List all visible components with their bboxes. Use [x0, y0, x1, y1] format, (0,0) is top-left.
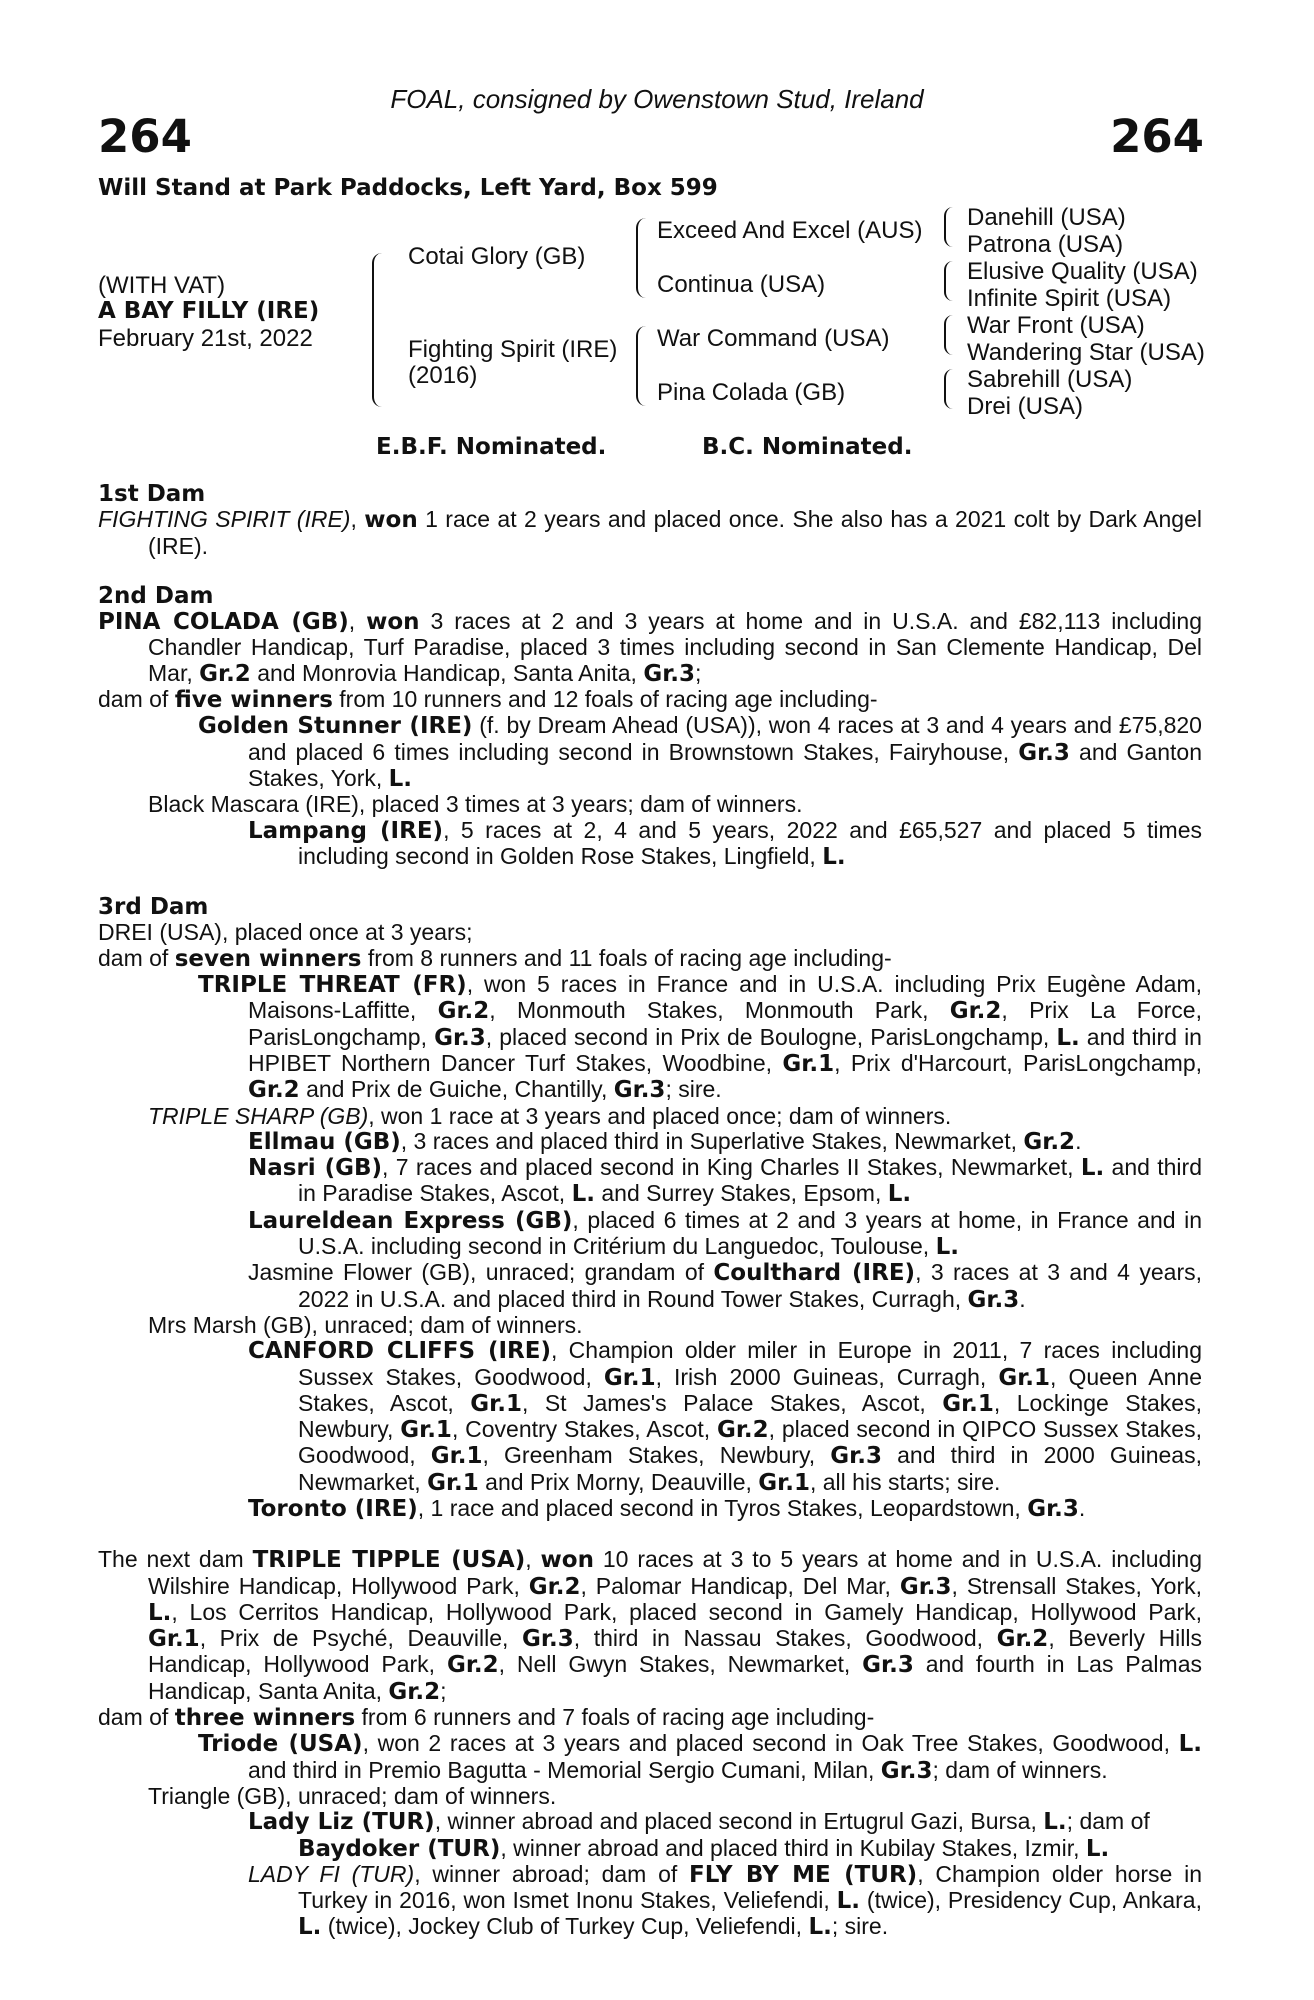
horse-name: Laureldean Express (GB): [248, 1207, 573, 1234]
text: .: [1075, 1127, 1082, 1154]
won-label: won: [364, 507, 418, 534]
text: , 3 races at 3 and 4 years, 2022 in U.S.A. and placed third in Round Tower Stakes, Curragh,: [298, 1259, 1202, 1312]
text: , Prix La Force, ParisLongchamp,: [248, 997, 1202, 1050]
sds: Elusive Quality (USA): [967, 258, 1198, 285]
foaling-date: February 21st, 2022: [98, 325, 313, 352]
grade: Gr.2: [996, 1626, 1049, 1653]
dss: War Front (USA): [967, 312, 1145, 339]
text: , winner abroad and placed third in Kubilay Stakes, Izmir,: [500, 1834, 1086, 1861]
text: , 7 races and placed second in King Charles II Stakes, Newmarket,: [382, 1154, 1081, 1181]
text: 10 races at 3 to 5 years at home and in U.S.A. including Wilshire Handicap, Hollywood Park,: [148, 1546, 1203, 1599]
grade: Gr.1: [603, 1364, 656, 1391]
second-dam-name: PINA COLADA (GB): [98, 609, 349, 636]
grade: Gr.3: [613, 1077, 666, 1104]
text: , Greenham Stakes, Newbury,: [482, 1442, 831, 1469]
lot-number-right: 264: [1110, 110, 1204, 163]
dam-year: (2016): [408, 362, 478, 389]
grade: Gr.2: [949, 998, 1002, 1025]
first-dam-heading: 1st Dam: [98, 481, 206, 507]
text: from 10 runners and 12 foals of racing age including-: [332, 686, 878, 713]
text: and Monrovia Handicap, Santa Anita,: [250, 659, 644, 686]
catalogue-body: [98, 482, 1202, 1941]
text: and Surrey Stakes, Epsom,: [595, 1180, 888, 1207]
horse-name: Ellmau (GB): [248, 1128, 401, 1155]
grade: Gr.2: [248, 1077, 300, 1104]
grade: Gr.1: [782, 1050, 835, 1077]
text: , Champion older miler in Europe in 2011, 7 races including Sussex Stakes, Goodwood,: [298, 1337, 1202, 1390]
produce-nasri: [98, 1155, 1202, 1208]
lot-title: A BAY FILLY (IRE): [98, 298, 320, 324]
text: and third in Premio Bagutta - Memorial Sergio Cumani, Milan,: [248, 1756, 881, 1783]
produce-lady-liz: [98, 1809, 1202, 1862]
produce-ellmau: [98, 1129, 1202, 1155]
text: , Champion older horse in Turkey in 2016, won Ismet Inonu Stakes, Veliefendi,: [298, 1860, 1203, 1914]
text: and Prix de Guiche, Chantilly,: [299, 1076, 614, 1103]
first-dam-name: FIGHTING SPIRIT (IRE): [98, 506, 351, 533]
grade: Gr.3: [1027, 1495, 1079, 1522]
horse-name: Nasri (GB): [248, 1155, 383, 1182]
horse-name: Lady Liz (TUR): [248, 1809, 435, 1836]
grade: Gr.1: [998, 1364, 1051, 1391]
ddd: Drei (USA): [967, 393, 1084, 420]
grade: L.: [1080, 1155, 1105, 1182]
pedigree-brace: [372, 253, 384, 407]
ss-brace: [944, 207, 953, 247]
horse-name: LADY FI (TUR): [248, 1860, 415, 1887]
grade: L.: [935, 1234, 959, 1261]
grade: Gr.2: [388, 1678, 441, 1705]
ds-brace: [944, 315, 953, 355]
grade: L.: [148, 1599, 172, 1626]
horse-name: Toronto (IRE): [248, 1495, 418, 1522]
grade: Gr.2: [199, 660, 251, 687]
dam-brace: [636, 326, 646, 406]
text: , Irish 2000 Guineas, Curragh,: [655, 1363, 999, 1390]
grade: Gr.1: [427, 1469, 479, 1496]
horse-name: TRIPLE SHARP (GB): [148, 1102, 369, 1129]
grade: L.: [1085, 1835, 1110, 1862]
grade: Gr.2: [1023, 1128, 1076, 1155]
grade: Gr.3: [967, 1286, 1020, 1313]
text: (f. by Dream Ahead (USA)), won 4 races at 3 and 4 years and £75,820 and placed 6 times including second in Brownstown Stakes, Fairyhouse,: [248, 712, 1202, 765]
grade: Gr.3: [434, 1024, 486, 1051]
produce-laureldean-express: [98, 1208, 1202, 1261]
text: , won 1 race at 3 years and placed once; dam of winners.: [368, 1102, 952, 1129]
winners-count: seven winners: [174, 945, 362, 972]
text: from 6 runners and 7 foals of racing age including-: [355, 1704, 875, 1731]
grade: Gr.2: [446, 1652, 499, 1679]
text: , all his starts; sire.: [809, 1468, 1001, 1495]
text: , Queen Anne Stakes, Ascot,: [298, 1363, 1202, 1416]
third-dam-entry: DREI (USA), placed once at 3 years;: [98, 919, 473, 946]
text: ; sire.: [831, 1913, 889, 1940]
text: , won 2 races at 3 years and placed second in Oak Tree Stakes, Goodwood,: [362, 1730, 1179, 1757]
text: , Lockinge Stakes, Newbury,: [298, 1389, 1202, 1443]
grade: Gr.3: [1018, 739, 1070, 766]
grade: L.: [808, 1914, 832, 1941]
grade: Gr.3: [643, 660, 696, 687]
text: , 1 race and placed second in Tyros Stakes, Leopardstown,: [417, 1494, 1028, 1521]
text: ;: [440, 1677, 447, 1704]
text: ;: [695, 659, 702, 686]
horse-name: CANFORD CLIFFS (IRE): [248, 1338, 551, 1365]
produce-lady-fi: [98, 1862, 1202, 1941]
dam-name: Fighting Spirit (IRE): [408, 336, 618, 363]
text: , placed 6 times at 2 and 3 years at home, in France and in U.S.A. including second in Critérium du Languedoc, Toulouse,: [298, 1206, 1202, 1260]
text: and third in Paradise Stakes, Ascot,: [298, 1154, 1202, 1207]
produce-lampang: [98, 818, 1202, 871]
text: and Prix Morny, Deauville,: [478, 1468, 759, 1495]
lot-number-left: 264: [98, 110, 192, 163]
grade: Gr.3: [522, 1626, 574, 1653]
second-dam-heading: 2nd Dam: [98, 582, 214, 609]
text: 3 races at 2 and 3 years at home and in U.S.A. and £82,113 including Chandler Handicap, Turf Paradise, placed 3 times including second in San Clemente Handicap, Del Mar,: [148, 608, 1202, 686]
dd-brace: [944, 369, 953, 409]
produce-toronto: [98, 1496, 1202, 1522]
grade: L.: [887, 1181, 912, 1208]
winners-count: five winners: [174, 687, 333, 714]
grade: Gr.1: [430, 1443, 483, 1470]
third-dam-produce-summary: [98, 946, 1202, 972]
text: .: [1078, 1494, 1086, 1521]
second-dam-produce-summary: [98, 687, 1202, 713]
grade: Gr.3: [830, 1443, 882, 1470]
winners-count: three winners: [174, 1705, 356, 1732]
next-dam-produce-summary: [98, 1705, 1202, 1731]
grade: Gr.3: [862, 1652, 914, 1679]
text: dam of: [98, 944, 175, 971]
text: and fourth in Las Palmas Handicap, Santa Anita,: [148, 1651, 1202, 1704]
text: from 8 runners and 11 foals of racing age including-: [361, 944, 892, 971]
text: and Ganton Stakes, York,: [248, 738, 1202, 791]
won-label: won: [540, 1547, 594, 1574]
text: Jasmine Flower (GB), unraced; grandam of: [248, 1259, 714, 1286]
text: ; sire.: [665, 1076, 722, 1103]
sire-dam: Continua (USA): [657, 271, 826, 298]
text: , Prix de Psyché, Deauville,: [199, 1625, 523, 1652]
text: , Coventry Stakes, Ascot,: [451, 1416, 717, 1443]
text: , won 5 races in France and in U.S.A. including Prix Eugène Adam, Maisons-Laffitte,: [248, 971, 1202, 1024]
grade: L.: [1043, 1809, 1067, 1836]
won-label: won: [366, 609, 420, 636]
text: , St James's Palace Stakes, Ascot,: [521, 1389, 943, 1416]
grade: Gr.1: [400, 1417, 452, 1444]
produce-mrs-marsh: Mrs Marsh (GB), unraced; dam of winners.: [148, 1311, 583, 1338]
third-dam-heading: 3rd Dam: [98, 894, 209, 921]
second-dam-entry: PINA COLADA (GB), won 3 races at 2 and 3 years at home and in U.S.A. and £82,113 including Chandler Handicap, Turf Paradise, placed 3 times including second in San Clemente Handicap, Del Mar, Gr.2 and Monrovia Handicap, Santa Anita, Gr.3;: [98, 608, 1202, 687]
text: (twice), Presidency Cup, Ankara,: [860, 1887, 1202, 1914]
text: , winner abroad; dam of: [414, 1860, 690, 1887]
produce-triple-threat: [98, 972, 1202, 1103]
text: The next dam: [98, 1546, 253, 1573]
grade: Gr.2: [437, 998, 490, 1025]
bc-nominated: B.C. Nominated.: [702, 434, 913, 460]
text: , Palomar Handicap, Del Mar,: [580, 1572, 900, 1599]
first-dam-text: 1 race at 2 years and placed once. She also has a 2021 colt by Dark Angel (IRE).: [148, 506, 1203, 559]
produce-triode: [98, 1731, 1202, 1784]
text: ; dam of: [1066, 1808, 1150, 1835]
sd-brace: [944, 261, 953, 301]
grade: Gr.3: [880, 1757, 933, 1784]
ebf-nominated: E.B.F. Nominated.: [376, 434, 607, 460]
horse-name: FLY BY ME (TUR): [689, 1861, 918, 1888]
grade: Gr.1: [942, 1390, 994, 1417]
grade: Gr.1: [470, 1390, 522, 1417]
grade: L.: [298, 1914, 322, 1941]
text: , placed second in QIPCO Sussex Stakes, Goodwood,: [298, 1416, 1202, 1469]
dam-sire: War Command (USA): [657, 325, 890, 352]
horse-name: TRIPLE THREAT (FR): [198, 972, 467, 999]
text: dam of: [98, 1704, 175, 1731]
grade: Gr.3: [899, 1573, 952, 1600]
grade: Gr.1: [148, 1626, 200, 1653]
produce-triangle: Triangle (GB), unraced; dam of winners.: [148, 1782, 557, 1809]
text: , Nell Gwyn Stakes, Newmarket,: [498, 1651, 863, 1678]
grade: L.: [836, 1888, 861, 1915]
text: , Monmouth Stakes, Monmouth Park,: [489, 997, 950, 1024]
text: ; dam of winners.: [932, 1756, 1108, 1783]
grade: Gr.2: [716, 1417, 769, 1444]
text: , placed second in Prix de Boulogne, ParisLongchamp,: [485, 1023, 1057, 1050]
grade: L.: [571, 1181, 595, 1208]
produce-canford-cliffs: [98, 1338, 1202, 1496]
first-dam-entry: FIGHTING SPIRIT (IRE), won 1 race at 2 years and placed once. She also has a 2021 colt by Dark Angel (IRE).: [98, 506, 1203, 559]
produce-triple-sharp: [98, 1104, 1202, 1129]
text: , Strensall Stakes, York,: [951, 1572, 1203, 1599]
horse-name: Lampang (IRE): [248, 817, 444, 844]
grade: L.: [388, 765, 413, 792]
grade: Gr.1: [758, 1469, 810, 1496]
text: .: [1019, 1285, 1026, 1312]
text: and third in 2000 Guineas, Newmarket,: [298, 1442, 1202, 1495]
text: , Los Cerritos Handicap, Hollywood Park, placed second in Gamely Handicap, Hollywood Park,: [171, 1598, 1202, 1625]
next-dam-entry: The next dam TRIPLE TIPPLE (USA), won 10 races at 3 to 5 years at home and in U.S.A. including Wilshire Handicap, Hollywood Park, Gr.2, Palomar Handicap, Del Mar, Gr.3, Strensall Stakes, York, L., Los Cerritos Handicap, Hollywood Park, placed second in Gamely Handicap, Hollywood Park, Gr.1, Prix de Psyché, Deauville, Gr.3, third in Nassau Stakes, Goodwood, Gr.2, Beverly Hills Handicap, Hollywood Park, Gr.2, Nell Gwyn Stakes, Newmarket, Gr.3 and fourth in Las Palmas Handicap, Santa Anita, Gr.2;: [98, 1546, 1203, 1705]
grade: L.: [1178, 1731, 1203, 1758]
text: , winner abroad and placed second in Ertugrul Gazi, Bursa,: [434, 1808, 1044, 1835]
text: , Prix d'Harcourt, ParisLongchamp,: [834, 1049, 1202, 1076]
dds: Sabrehill (USA): [967, 366, 1133, 393]
text: , third in Nassau Stakes, Goodwood,: [573, 1625, 997, 1652]
sire-brace: [636, 218, 646, 298]
sire-name: Cotai Glory (GB): [408, 243, 586, 270]
horse-name: Coulthard (IRE): [713, 1260, 916, 1287]
horse-name: Baydoker (TUR): [298, 1835, 501, 1862]
horse-name: Triode (USA): [198, 1731, 363, 1758]
vat-note: (WITH VAT): [98, 272, 226, 299]
produce-jasmine-flower: [98, 1260, 1202, 1313]
text: dam of: [98, 686, 175, 713]
grade: L.: [1056, 1024, 1080, 1051]
grade: L.: [822, 843, 846, 870]
ssd: Patrona (USA): [967, 231, 1124, 258]
sire-sire: Exceed And Excel (AUS): [657, 217, 923, 244]
produce-black-mascara: Black Mascara (IRE), placed 3 times at 3 years; dam of winners.: [148, 791, 803, 818]
horse-name: Golden Stunner (IRE): [198, 713, 473, 740]
next-dam-name: TRIPLE TIPPLE (USA): [252, 1547, 526, 1574]
text: (twice), Jockey Club of Turkey Cup, Veliefendi,: [321, 1913, 809, 1940]
sdd: Infinite Spirit (USA): [967, 285, 1172, 312]
text: , 3 races and placed third in Superlative Stakes, Newmarket,: [400, 1127, 1024, 1154]
stand-location: Will Stand at Park Paddocks, Left Yard, Box 599: [98, 175, 718, 201]
text: , 5 races at 2, 4 and 5 years, 2022 and £65,527 and placed 5 times including second in Golden Rose Stakes, Lingfield,: [298, 816, 1202, 869]
produce-golden-stunner: [98, 713, 1202, 792]
text: and third in HPIBET Northern Dancer Turf Stakes, Woodbine,: [248, 1023, 1202, 1076]
consignment-line: FOAL, consigned by Owenstown Stud, Ireland: [390, 84, 924, 114]
dam-dam: Pina Colada (GB): [657, 379, 846, 406]
grade: Gr.2: [528, 1573, 581, 1600]
dsd: Wandering Star (USA): [967, 339, 1205, 366]
sss: Danehill (USA): [967, 204, 1126, 231]
text: , Beverly Hills Handicap, Hollywood Park,: [148, 1625, 1203, 1678]
